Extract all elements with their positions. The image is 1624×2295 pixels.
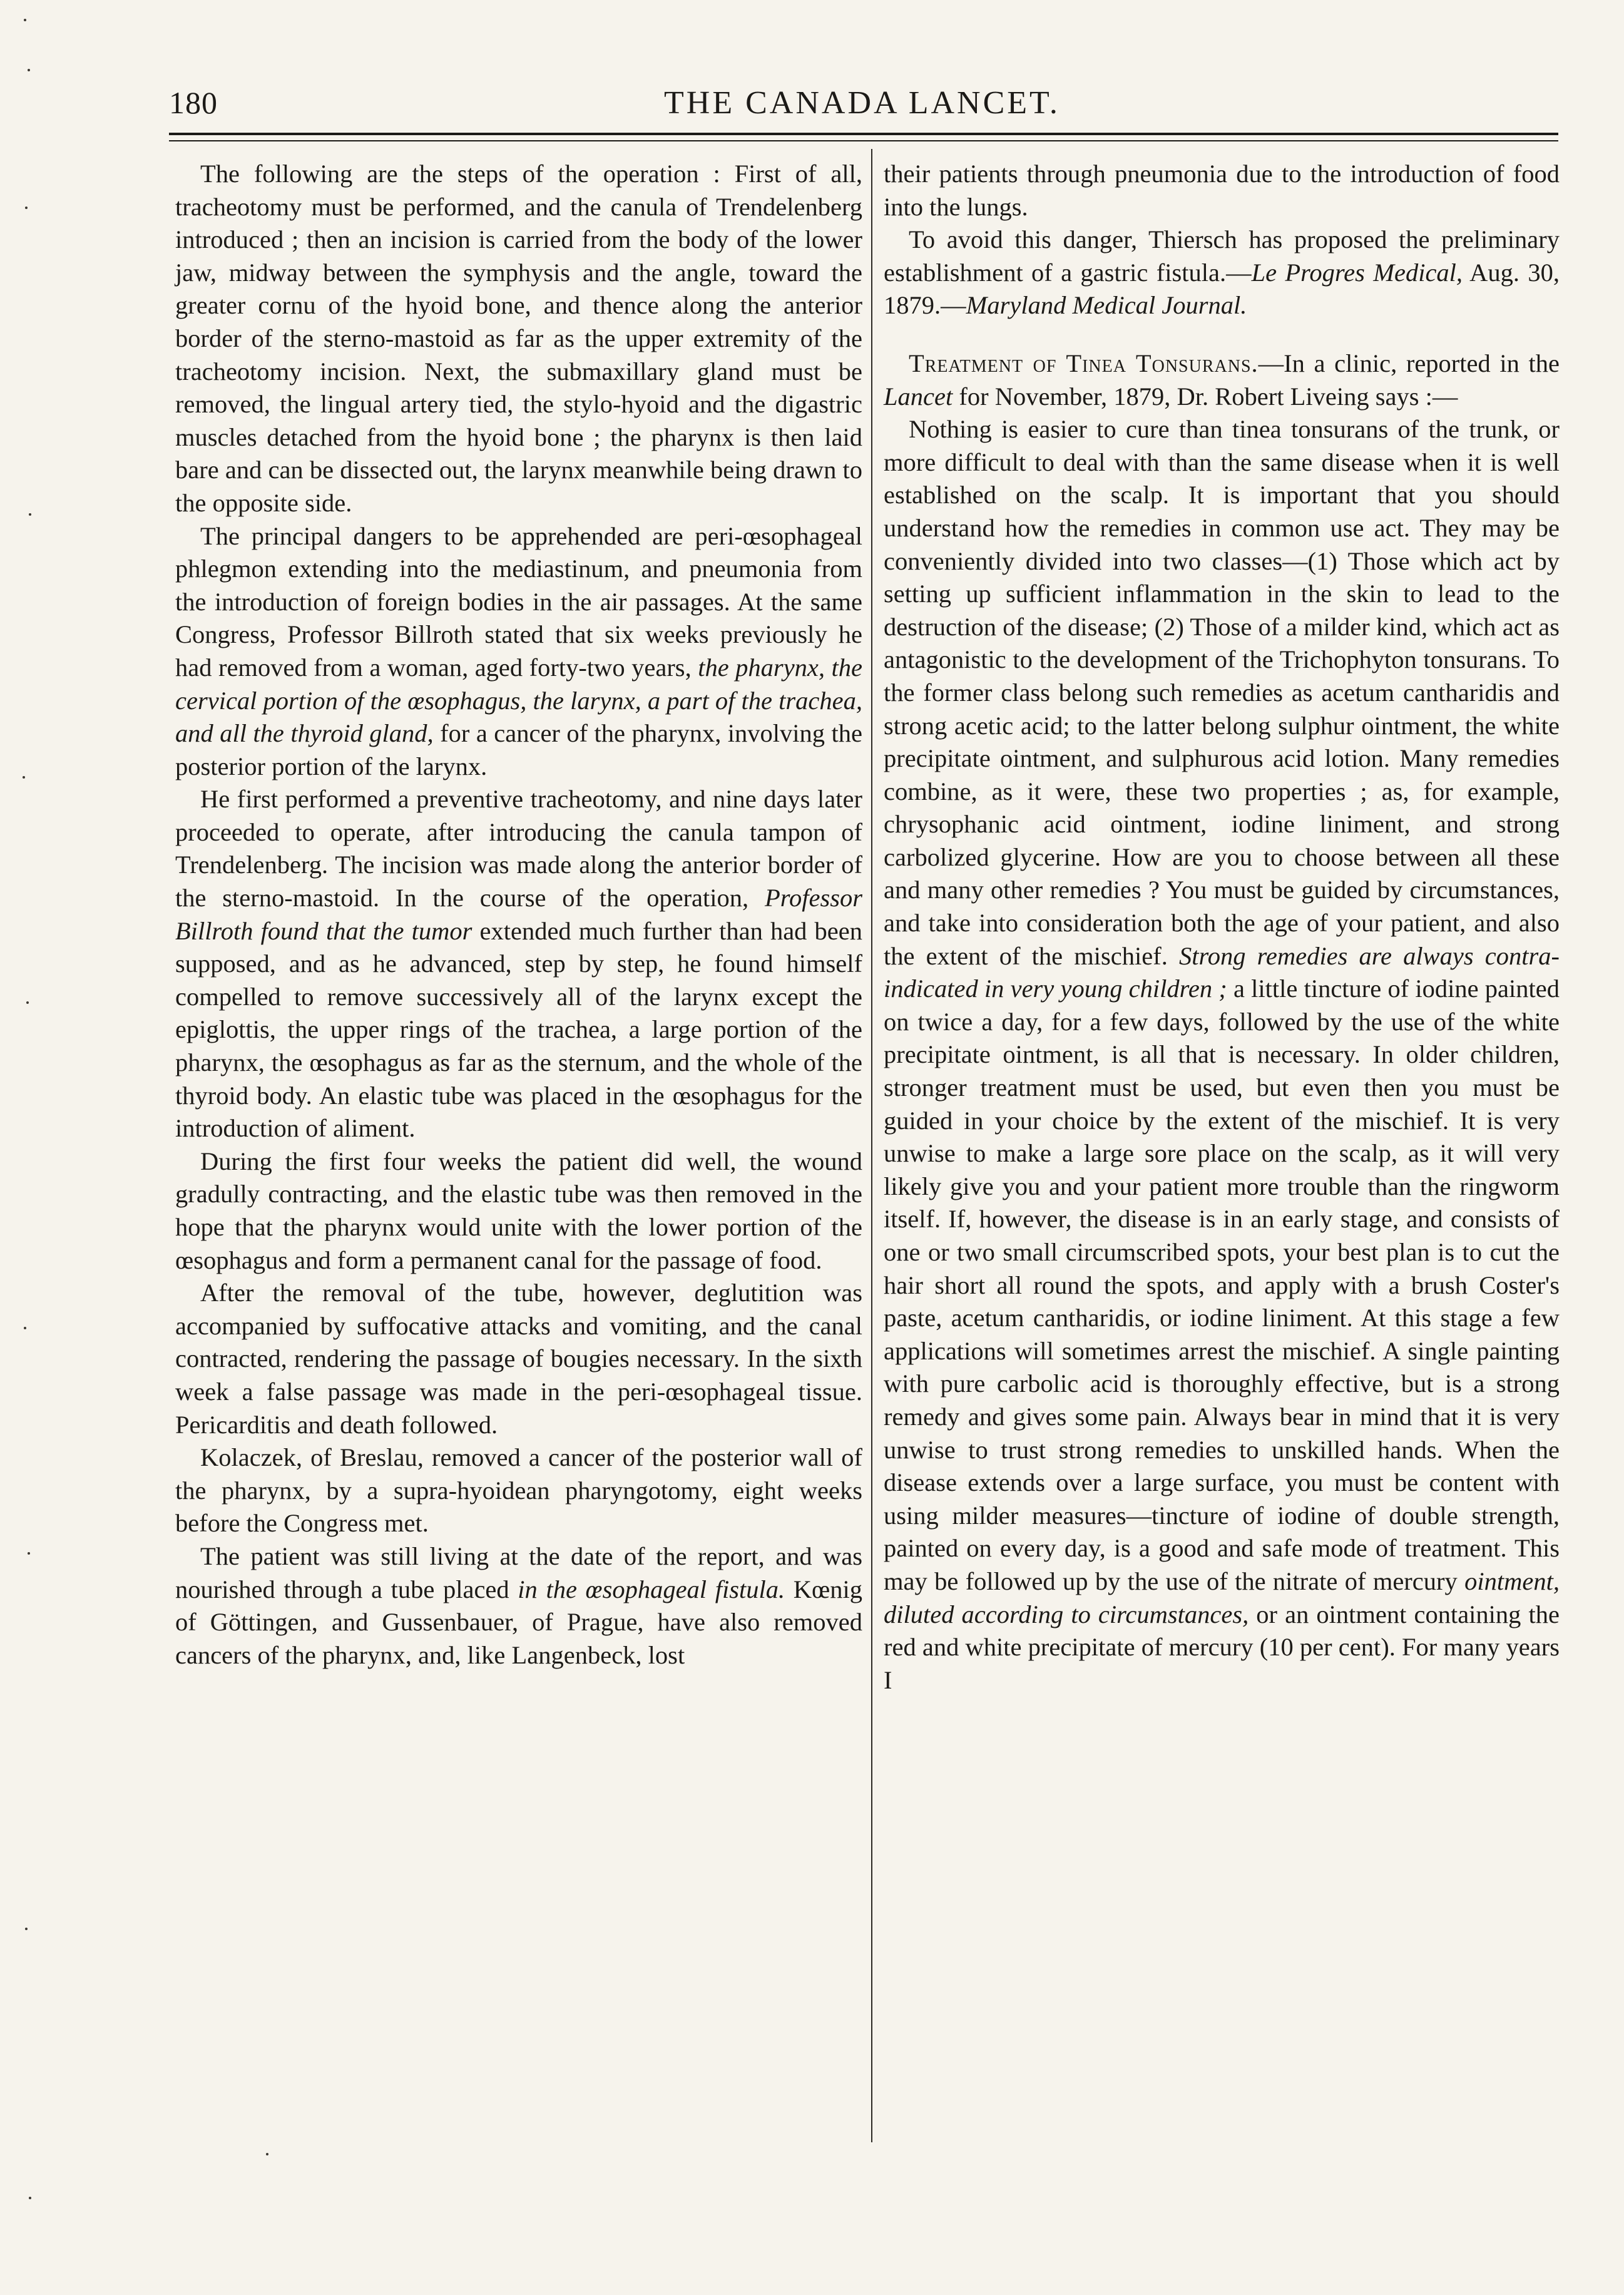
- paragraph: After the removal of the tube, however, deglutition was accompanied by suffocative attacks and vomiting, and the canal contracted, rendering the passage of bougies necessary. In the sixth week a false passage was made in the peri-œsophageal tissue. Pericarditis and death followed.: [175, 1279, 862, 1439]
- page-number: 180: [169, 85, 218, 120]
- paragraph: He first performed a preventive tracheotomy, and nine days later proceeded to operate, after introducing the canula tampon of Trendelenberg. The incision was made along the anterior border of the sterno-mastoid. In the course of the operation, Professor Billroth found that the tumor extended much further than had been supposed, and as he advanced, step by step, he found himself compelled to remove successively all of the larynx except the epiglottis, the upper rings of the trachea, a large portion of the pharynx, the œsophagus as far as the sternum, and the whole of the thyroid body. An elastic tube was placed in the œsophagus for the introduction of aliment.: [175, 785, 862, 1143]
- column-divider: [871, 149, 872, 2142]
- paragraph: The patient was still living at the date of the report, and was nourished through a tube placed in the œsophageal fistula. Kœnig of Göttingen, and Gussenbauer, of Prague, have also removed cancers of the pharynx, and, like Langenbeck, lost: [175, 1541, 862, 1669]
- scan-speck: [266, 2153, 268, 2155]
- right-column: [884, 158, 1560, 1697]
- left-column: [175, 158, 862, 1672]
- scan-speck: [23, 776, 25, 779]
- paragraph: The following are the steps of the operation : First of all, tracheotomy must be performed, and the canula of Trendelenberg introduced ; then an incision is carried from the body of the lower jaw, midway between the symphysis and the angle, toward the greater cornu of the hyoid bone, and thence along the anterior border of the sterno-mastoid as far as the upper extremity of the tracheotomy incision. Next, the submaxillary gland must be removed, the lingual artery tied, the stylo-hyoid and the digastric muscles detached from the hyoid bone ; the pharynx is then laid bare and can be dissected out, the larynx meanwhile being drawn to the opposite side.: [175, 160, 862, 517]
- scan-speck: [29, 513, 31, 516]
- paragraph: their patients through pneumonia due to the introduction of food into the lungs.: [884, 160, 1560, 221]
- paragraph: Kolaczek, of Breslau, removed a cancer of the posterior wall of the pharynx, by a supra-hyoidean pharyngotomy, eight weeks before the Congress met.: [175, 1443, 862, 1538]
- scan-speck: [26, 1001, 29, 1004]
- paragraph: During the first four weeks the patient did well, the wound gradully contracting, and the elastic tube was then removed in the hope that the pharynx would unite with the lower portion of the œsophagus and form a permanent canal for the passage of food.: [175, 1147, 862, 1274]
- section-paragraph: Treatment of Tinea Tonsurans.—In a clinic, reported in the Lancet for November, 1879, Dr. Robert Liveing says :—: [884, 349, 1560, 411]
- scan-speck: [25, 1928, 28, 1930]
- scan-speck: [24, 19, 26, 21]
- scan-speck: [25, 207, 28, 209]
- paragraph: Nothing is easier to cure than tinea tonsurans of the trunk, or more difficult to deal with than the same disease when it is well established on the scalp. It is important that you should understand how the remedies in common use act. They may be conveniently divided into two classes—(1) Those which act by setting up sufficient inflammation in the skin to lead to the destruction of the disease; (2) Those of a milder kind, which act as antagonistic to the development of the Trichophyton tonsurans. To the former class belong such remedies as acetum cantharidis and strong acetic acid; to the latter belong sulphur ointment, the white precipitate ointment, and sulphurous acid lotion. Many remedies combine, as it were, these two properties ; as, for example, chrysophanic acid ointment, iodine liniment, and strong carbolized glycerine. How are you to choose between all these and many other remedies ? You must be guided by circumstances, and take into consideration both the age of your patient, and also the extent of the mischief. Strong remedies are always contra-indicated in very young children ; a little tincture of iodine painted on twice a day, for a few days, followed by the use of the white precipitate ointment, is all that is necessary. In older children, stronger treatment must be used, but even then you must be guided in your choice by the extent of the mischief. It is very unwise to make a large sore place on the scalp, as it will very likely give you and your patient more trouble than the ringworm itself. If, however, the disease is in an early stage, and consists of one or two small circumscribed spots, your best plan is to cut the hair short all round the spots, and apply with a brush Coster's paste, acetum cantharidis, or iodine liniment. At this stage a few applications will sometimes arrest the mischief. A single painting with pure carbolic acid is thoroughly effective, but is a strong remedy and gives some pain. Always bear in mind that it is very unwise to trust strong remedies to unskilled hands. When the disease extends over a large surface, you must be content with using milder measures—tincture of iodine of double strength, painted on every day, is a good and safe mode of treatment. This may be followed up by the use of the nitrate of mercury ointment, diluted according to circumstances, or an ointment containing the red and white precipitate of mercury (10 per cent). For many years I: [884, 415, 1560, 1694]
- paragraph: The principal dangers to be apprehended are peri-œsophageal phlegmon extending into the mediastinum, and pneumonia from the introduction of foreign bodies in the air passages. At the same Congress, Professor Billroth stated that six weeks previously he had removed from a woman, aged forty-two years, the pharynx, the cervical portion of the œsophagus, the larynx, a part of the trachea, and all the thyroid gland, for a cancer of the pharynx, involving the posterior portion of the larynx.: [175, 521, 862, 780]
- header-rule-thin: [169, 140, 1558, 141]
- journal-title: THE CANADA LANCET.: [664, 85, 1060, 121]
- scan-speck: [29, 2197, 31, 2199]
- section-heading: Treatment of Tinea Tonsurans.: [909, 349, 1259, 377]
- paragraph: To avoid this danger, Thiersch has proposed the preliminary establishment of a gastric fistula.—Le Progres Medical, Aug. 30, 1879.—Maryland Medical Journal.: [884, 225, 1560, 320]
- running-head: [166, 84, 1558, 135]
- header-rule: [169, 133, 1558, 135]
- scan-speck: [28, 1552, 30, 1555]
- scan-speck: [28, 69, 30, 71]
- scan-speck: [24, 1327, 26, 1329]
